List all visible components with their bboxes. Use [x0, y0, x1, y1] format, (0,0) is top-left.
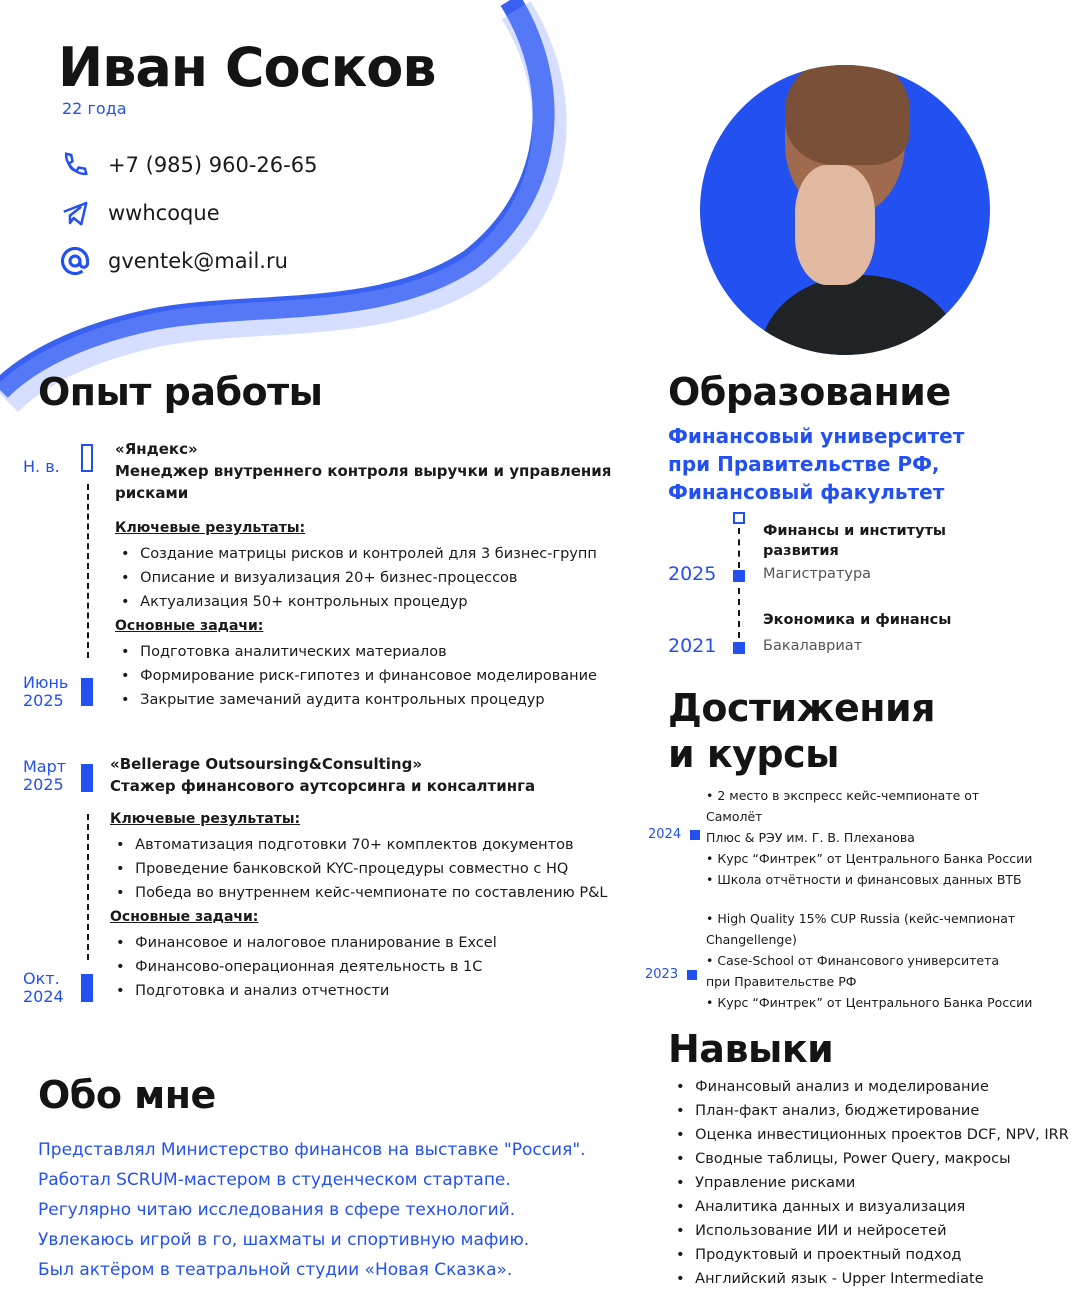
- email-icon: [60, 246, 90, 276]
- timeline-marker-open: [81, 444, 93, 472]
- company-name: «Яндекс»: [115, 440, 198, 458]
- phone-icon: [60, 150, 90, 180]
- achievement-line: • 2 место в экспресс кейс-чемпионате от: [706, 788, 980, 803]
- skill-item: • Продуктовый и проектный подход: [676, 1243, 1069, 1267]
- timeline-line: [738, 528, 740, 568]
- company-name: «Bellerage Outsoursing&Consulting»: [110, 755, 423, 773]
- skill-item: • Сводные таблицы, Power Query, макросы: [676, 1147, 1069, 1171]
- timeline-marker: [81, 974, 93, 1002]
- about-line: Представлял Министерство финансов на выставке "Россия".: [38, 1140, 586, 1160]
- university-line: при Правительстве РФ,: [668, 452, 940, 476]
- timeline-line: [87, 814, 89, 960]
- result-item: • Автоматизация подготовки 70+ комплектов документов: [116, 833, 640, 857]
- about-line: Был актёром в театральной студии «Новая Сказка».: [38, 1260, 513, 1280]
- timeline-marker: [733, 570, 745, 582]
- timeline-line: [87, 484, 89, 658]
- email-address[interactable]: gventek@mail.ru: [108, 249, 288, 273]
- results-label: Ключевые результаты:: [110, 811, 301, 827]
- job-date-end: Н. в.: [23, 457, 60, 476]
- tasks-label: Основные задачи:: [110, 909, 259, 925]
- job-position: Стажер финансового аутсорсинга и консалтинга: [110, 777, 536, 795]
- job-date-start: Июнь 2025: [23, 673, 69, 711]
- achievement-line: при Правительстве РФ: [706, 974, 857, 989]
- task-item: • Финансовое и налоговое планирование в Excel: [116, 931, 640, 955]
- university-line: Финансовый факультет: [668, 480, 945, 504]
- edu-program: Экономика и финансы: [763, 612, 952, 628]
- result-item: • Актуализация 50+ контрольных процедур: [121, 590, 635, 614]
- edu-year: 2021: [668, 635, 717, 657]
- candidate-name: Иван Сосков: [58, 36, 436, 99]
- result-item: • Победа во внутреннем кейс-чемпионате по составлению P&L: [116, 881, 640, 905]
- phone-number[interactable]: +7 (985) 960-26-65: [108, 153, 318, 177]
- achievement-line: Плюс & РЭУ им. Г. В. Плеханова: [706, 830, 915, 845]
- task-item: • Подготовка аналитических материалов: [121, 640, 635, 664]
- experience-heading: Опыт работы: [38, 370, 323, 414]
- job-position: Менеджер внутреннего контроля выручки и управления рисками: [115, 462, 612, 502]
- achievement-line: • Курс “Финтрек” от Центрального Банка России: [706, 995, 1033, 1010]
- timeline-marker: [687, 970, 697, 980]
- achievement-year: 2023: [645, 967, 679, 982]
- tasks-label: Основные задачи:: [115, 618, 264, 634]
- age: 22 года: [62, 99, 127, 118]
- skill-item: • Финансовый анализ и моделирование: [676, 1075, 1069, 1099]
- task-item: • Подготовка и анализ отчетности: [116, 979, 640, 1003]
- result-item: • Проведение банковской KYC-процедуры совместно с HQ: [116, 857, 640, 881]
- timeline-marker: [733, 642, 745, 654]
- skill-item: • Управление рисками: [676, 1171, 1069, 1195]
- achievements-heading: Достижения и курсы: [668, 686, 935, 776]
- achievement-line: Changellenge): [706, 932, 797, 947]
- task-item: • Закрытие замечаний аудита контрольных процедур: [121, 688, 635, 712]
- about-heading: Обо мне: [38, 1073, 216, 1117]
- education-heading: Образование: [668, 370, 951, 414]
- result-item: • Описание и визуализация 20+ бизнес-процессов: [121, 566, 635, 590]
- job-date-start: Окт. 2024: [23, 969, 64, 1007]
- skills-heading: Навыки: [668, 1027, 834, 1071]
- university-line: Финансовый университет: [668, 424, 965, 448]
- telegram-icon: [60, 198, 90, 228]
- achievement-line: Самолёт: [706, 809, 763, 824]
- achievement-line: • Школа отчётности и финансовых данных ВТБ: [706, 872, 1022, 887]
- skill-item: • Оценка инвестиционных проектов DCF, NPV, IRR: [676, 1123, 1069, 1147]
- about-line: Регулярно читаю исследования в сфере технологий.: [38, 1200, 516, 1220]
- timeline-marker-open: [733, 512, 745, 524]
- skill-item: • План-факт анализ, бюджетирование: [676, 1099, 1069, 1123]
- achievement-year: 2024: [648, 827, 682, 842]
- skill-item: • Аналитика данных и визуализация: [676, 1195, 1069, 1219]
- edu-degree: Магистратура: [763, 566, 872, 582]
- edu-degree: Бакалавриат: [763, 638, 863, 654]
- about-line: Увлекаюсь игрой в го, шахматы и спортивную мафию.: [38, 1230, 530, 1250]
- about-line: Работал SCRUM-мастером в студенческом стартапе.: [38, 1170, 511, 1190]
- job-date-end: Март 2025: [23, 757, 67, 795]
- task-item: • Формирование риск-гипотез и финансовое моделирование: [121, 664, 635, 688]
- edu-year: 2025: [668, 563, 717, 585]
- edu-program: Финансы и институты развития: [763, 523, 947, 559]
- profile-photo: [700, 65, 990, 355]
- achievement-line: • Курс “Финтрек” от Центрального Банка России: [706, 851, 1033, 866]
- task-item: • Финансово-операционная деятельность в 1С: [116, 955, 640, 979]
- skill-item: • Использование ИИ и нейросетей: [676, 1219, 1069, 1243]
- achievement-line: • Case-School от Финансового университета: [706, 953, 1000, 968]
- achievement-line: • High Quality 15% CUP Russia (кейс-чемпионат: [706, 911, 1016, 926]
- results-label: Ключевые результаты:: [115, 520, 306, 536]
- timeline-marker: [81, 678, 93, 706]
- timeline-marker: [690, 830, 700, 840]
- result-item: • Создание матрицы рисков и контролей для 3 бизнес-групп: [121, 542, 635, 566]
- skill-item: • Английский язык - Upper Intermediate: [676, 1267, 1069, 1291]
- timeline-marker: [81, 764, 93, 792]
- timeline-line: [738, 588, 740, 638]
- telegram-handle[interactable]: wwhcoque: [108, 201, 220, 225]
